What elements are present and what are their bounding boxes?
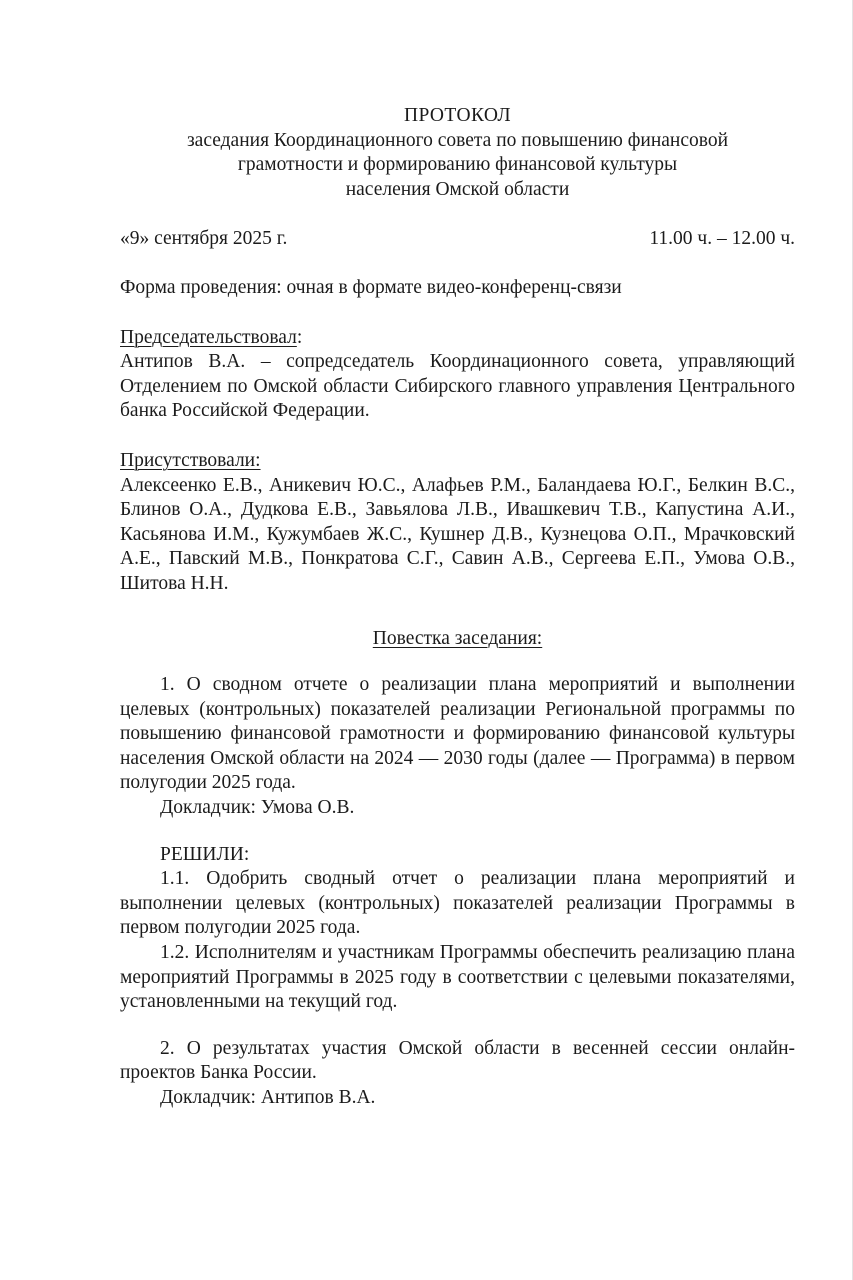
meta-row — [120, 227, 795, 252]
decision-1-1 — [120, 867, 795, 941]
attendees-label: Присутствовали: — [120, 449, 261, 471]
agenda-heading-row — [120, 627, 795, 652]
attendees-label-row — [120, 449, 795, 474]
agenda-item-2-text: О результатах участия Омской области в весенней сессии онлайн-проектов Банка России. — [120, 1037, 795, 1084]
title-subline-1: заседания Координационного совета по повышению финансовой — [186, 129, 729, 151]
chair-label-row — [120, 326, 795, 351]
title-subline-3: населения Омской области — [345, 178, 570, 200]
document-title-block — [120, 104, 795, 202]
meeting-date: «9» сентября 2025 г. — [120, 228, 288, 250]
decision-1-1-text: Одобрить сводный отчет о реализации плана мероприятий и выполнении целевых (контрольных) показателей реализации Программы в первом полугодии 2025 года. — [120, 868, 795, 939]
decisions-label: РЕШИЛИ: — [160, 843, 250, 865]
title-subline-2: грамотности и формированию финансовой культуры — [237, 154, 678, 176]
agenda-item-1-speaker: Докладчик: Умова О.В. — [160, 797, 355, 819]
chair-section — [120, 326, 795, 424]
decision-1-2 — [120, 941, 795, 1015]
agenda-item-1-text: О сводном отчете о реализации плана мероприятий и выполнении целевых (контрольных) показателей реализации Региональной программы по повышению финансовой грамотности и формированию финансовой культуры населения Омской области на 2024 — 2030 годы (далее — Программа) в первом полугодии 2025 года. — [120, 674, 795, 794]
agenda-item-1 — [120, 673, 795, 796]
chair-text: Антипов В.А. – сопредседатель Координационного совета, управляющий Отделением по Омской области Сибирского главного управления Центрального банка Российской Федерации. — [120, 351, 795, 422]
decision-1-1-number: 1.1. — [160, 868, 190, 890]
decision-1-2-number: 1.2. — [160, 942, 190, 964]
agenda-item-2 — [120, 1037, 795, 1086]
decision-1-2-text: Исполнителям и участникам Программы обеспечить реализацию плана мероприятий Программы в 2025 году в соответствии с целевыми показателями, установленными на текущий год. — [120, 942, 795, 1013]
agenda-item-2-number: 2. — [160, 1037, 175, 1059]
chair-label: Председательствовал — [120, 326, 297, 348]
attendees-section — [120, 449, 795, 597]
agenda-heading: Повестка заседания: — [372, 627, 543, 649]
agenda-item-1-number: 1. — [160, 674, 175, 696]
page-title: ПРОТОКОЛ — [403, 105, 512, 126]
document-body — [120, 104, 795, 1111]
meeting-form: Форма проведения: очная в формате видео-конференц-связи — [120, 276, 622, 298]
attendees-list: Алексеенко Е.В., Аникевич Ю.С., Алафьев Р.М., Баландаева Ю.Г., Белкин В.С., Блинов О.А., Дудкова Е.В., Завьялова Л.В., Ивашкевич Т.В., Капустина А.И., Касьянова И.М., Кужумбаев Ж.С., Кушнер Д.В., Кузнецова О.П., Мрачковский А.Е., Павский М.В., Понкратова С.Г., Савин А.В., Сергеева Е.П., Умова О.В., Шитова Н.Н. — [120, 474, 795, 594]
agenda-item-2-speaker: Докладчик: Антипов В.А. — [160, 1087, 376, 1108]
chair-label-colon: : — [296, 326, 303, 348]
meeting-time: 11.00 ч. – 12.00 ч. — [649, 228, 795, 250]
